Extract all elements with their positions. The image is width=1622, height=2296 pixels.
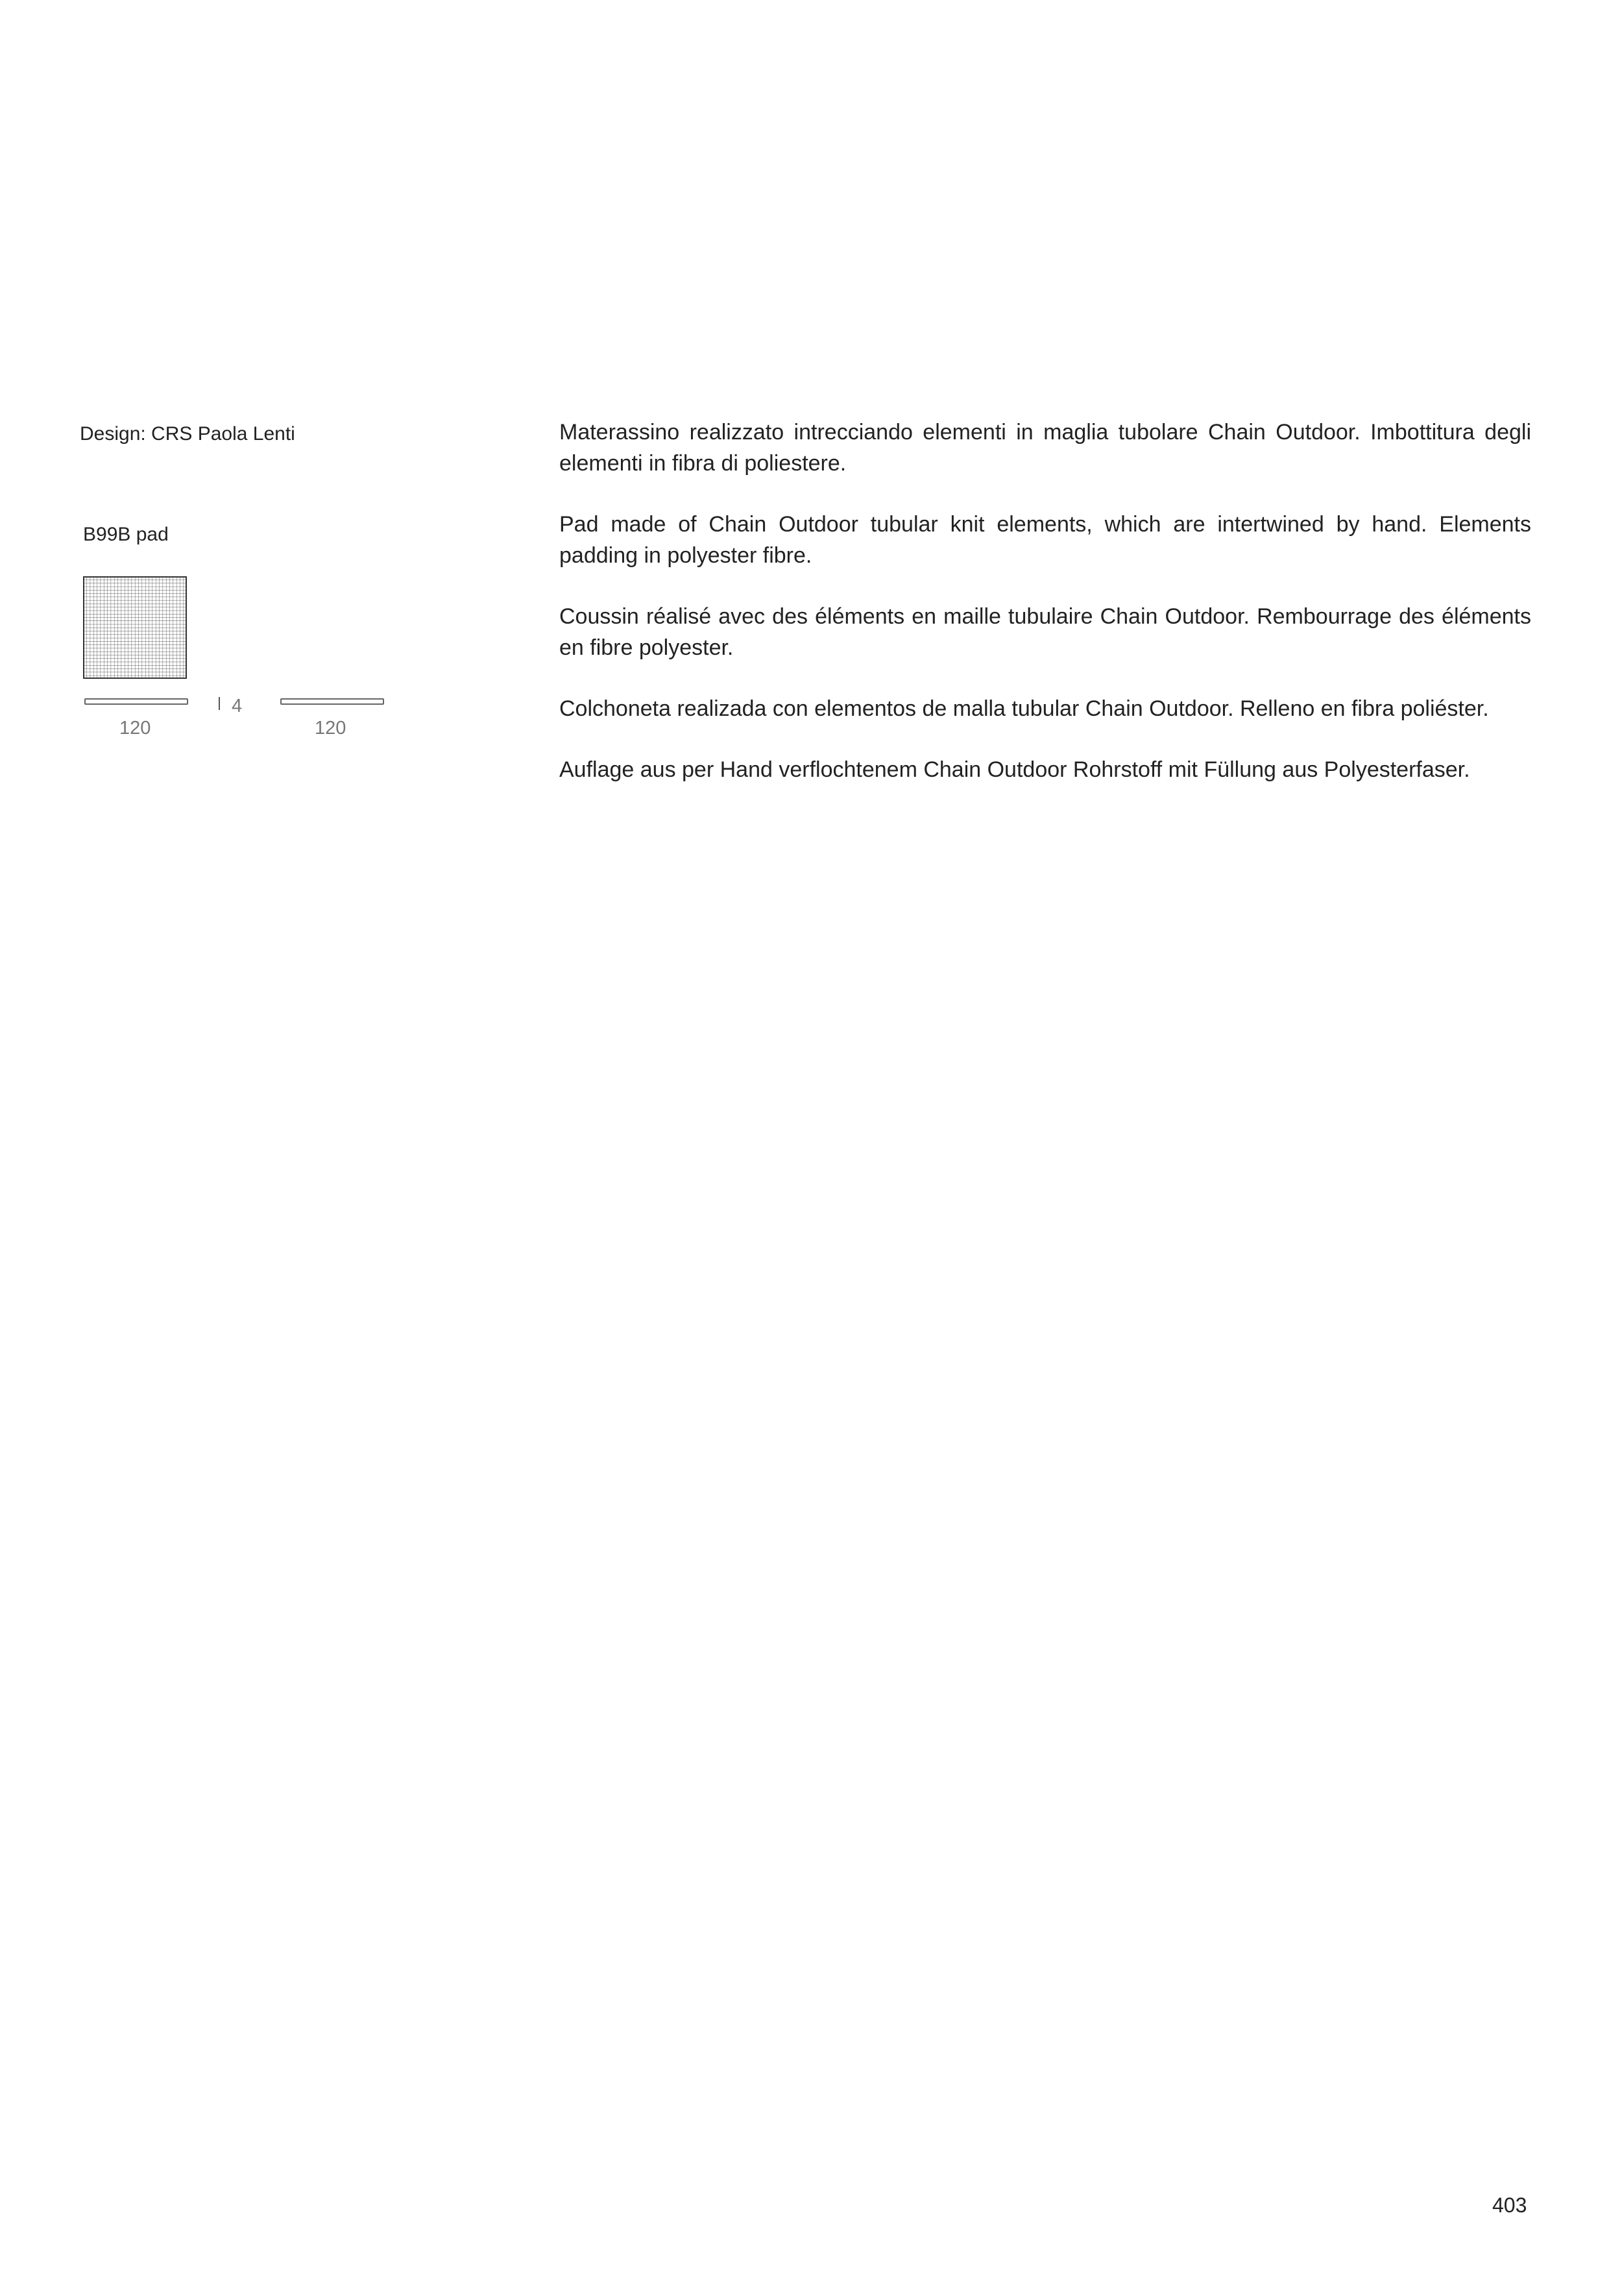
- pad-top-view-drawing: [83, 576, 187, 679]
- dimension-width: 120: [119, 718, 151, 739]
- model-label: B99B pad: [83, 524, 169, 545]
- pad-side-view-depth: [280, 698, 384, 705]
- description-spanish: Colchoneta realizada con elementos de malla tubular Chain Outdoor. Relleno en fibra poliéster.: [559, 696, 1489, 721]
- description-english: Pad made of Chain Outdoor tubular knit elements, which are intertwined by hand. Elements padding in polyester fibre.: [559, 512, 1531, 568]
- product-descriptions: [559, 417, 1531, 815]
- description-french: Coussin réalisé avec des éléments en maille tubulaire Chain Outdoor. Rembourrage des éléments en fibre polyester.: [559, 604, 1531, 660]
- description-german: Auflage aus per Hand verflochtenem Chain Outdoor Rohrstoff mit Füllung aus Polyesterfaser.: [559, 757, 1470, 782]
- description-italian: Materassino realizzato intrecciando elementi in maglia tubolare Chain Outdoor. Imbottitura degli elementi in fibra di poliestere.: [559, 420, 1531, 476]
- dimension-depth: 120: [315, 718, 346, 739]
- thickness-indicator: [219, 697, 220, 710]
- design-credit: Design: CRS Paola Lenti: [80, 423, 295, 445]
- dimension-thickness: 4: [232, 696, 243, 716]
- page-number: 403: [1492, 2193, 1527, 2217]
- pad-side-view-width: [84, 698, 188, 705]
